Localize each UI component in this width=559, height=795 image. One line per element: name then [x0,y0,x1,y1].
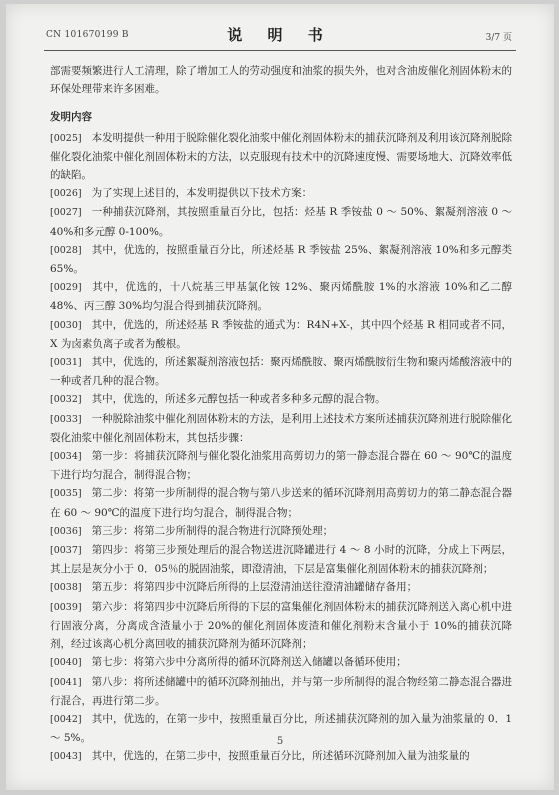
numbered-paragraph [50,316,512,353]
numbered-paragraph [50,578,512,597]
document-title: 说 明 书 [227,26,333,44]
paragraph-text: 本发明提供一种用于脱除催化裂化油浆中催化剂固体粉末的捕获沉降剂及利用该沉降剂脱除催化裂化油浆中催化剂固体粉末的方法，以克服现有技术中的沉降速度慢、需要场地大、沉降效率低的缺陷。 [50,131,512,182]
paragraph-text: 第二步：将第一步所制得的混合物与第八步送来的循环沉降剂用高剪切力的第二静态混合器在 60 ～ 90℃的温度下进行均匀混合，制得混合物； [50,487,512,519]
paragraph-number: [0034] [50,451,82,463]
paragraph-number: [0028] [50,244,82,256]
paragraph-text: 其中，优选的，在第二步中，按照重量百分比，所述循环沉降剂加入量为油浆量的 [91,750,470,763]
numbered-paragraph [50,653,512,672]
paragraph-number: [0027] [50,207,82,219]
paragraph-number: [0037] [50,545,82,557]
paragraph-text: 其中，优选的，所述絮凝剂溶液包括：聚丙烯酰胺、聚丙烯酰胺衍生物和聚丙烯酸溶液中的一种或者几种的混合物。 [50,356,512,388]
paragraph-number: [0032] [50,394,82,406]
numbered-paragraph [50,747,512,766]
paragraph-number: [0041] [50,676,82,688]
paragraph-number: [0033] [50,413,82,425]
numbered-paragraph [50,410,512,447]
paragraph-number: [0042] [50,713,82,725]
paragraph-number: [0030] [50,319,82,331]
patent-number: CN 101670199 B [46,30,129,40]
page-header [6,24,554,48]
paragraph-text: 第一步：将捕获沉降剂与催化裂化油浆用高剪切力的第一静态混合器在 60 ～ 90℃的温度下进行均匀混合，制得混合物； [50,450,512,482]
paragraph-text: 其中，优选的，按照重量百分比，所述烃基 R 季铵盐 25%、絮凝剂溶液 10%和多元醇类 65%。 [50,243,512,276]
document-page [6,4,554,790]
paragraph-text: 其中，优选的，十八烷基三甲基氯化铵 12%、聚丙烯酰胺 1%的水溶液 10%和乙二醇 48%、丙三醇 30%均匀混合得到捕获沉降剂。 [50,281,512,313]
paragraph-number: [0025] [50,132,82,144]
paragraph-number: [0039] [50,601,82,613]
numbered-paragraph [50,390,512,409]
numbered-paragraph [50,203,512,240]
numbered-paragraph [50,241,512,278]
paragraph-number: [0038] [50,582,82,594]
numbered-paragraph [50,541,512,578]
document-body [50,62,512,767]
section-heading: 发明内容 [50,111,92,124]
paragraph-text: 其中，优选的，所述烃基 R 季铵盐的通式为：R4N+X-，其中四个烃基 R 相同或者不同，X 为卤素负离子或者为酸根。 [50,318,512,350]
intro-paragraph: 部需要频繁进行人工清理，除了增加工人的劳动强度和油浆的损失外，也对含油废催化剂固体粉末的环保处理带来许多困难。 [50,65,512,96]
paragraph-number: [0031] [50,357,82,369]
page-number: 5 [276,736,284,747]
paragraph-number: [0029] [50,282,82,294]
paragraph-text: 第五步：将第四步中沉降后所得的上层澄清油送往澄清油罐储存备用； [91,581,418,594]
numbered-paragraph [50,522,512,541]
numbered-paragraph [50,447,512,484]
numbered-paragraph [50,353,512,390]
paragraph-text: 其中，优选的，所述多元醇包括一种或者多种多元醇的混合物。 [91,393,386,406]
paragraph-text: 第六步：将第四步中沉降后所得的下层的富集催化剂固体粉末的捕获沉降剂送入离心机中进行固液分离，分离成含渣量小于 20%的催化剂固体废渣和催化剂粉末含量小于 10%的捕获沉降剂，经过该离心机分离回收的捕获沉降剂为循环沉降剂； [50,600,512,651]
paragraph-number: [0036] [50,525,82,537]
paragraph-list [50,129,512,767]
numbered-paragraph [50,278,512,315]
numbered-paragraph [50,484,512,521]
paragraph-text: 为了实现上述目的，本发明提供以下技术方案： [91,187,313,200]
numbered-paragraph [50,673,512,710]
paragraph-number: [0035] [50,488,82,500]
paragraph-text: 第四步：将第三步预处理后的混合物送进沉降罐进行 4 ～ 8 小时的沉降，分成上下两层，其上层是灰分小于 0．05％的脱固油浆，即澄清油，下层是富集催化剂固体粉末的捕获沉降剂； [50,544,512,576]
paragraph-text: 一种捕获沉降剂，其按照重量百分比，包括：烃基 R 季铵盐 0 ～ 50%、絮凝剂溶液 0 ～ 40%和多元醇 0-100%。 [50,206,512,238]
paragraph-text: 第三步：将第二步所制得的混合物进行沉降预处理； [91,524,334,537]
paragraph-number: [0043] [50,751,82,763]
numbered-paragraph [50,184,512,203]
numbered-paragraph [50,598,512,654]
paragraph-text: 第七步：将第六步中分离所得的循环沉降剂送入储罐以备循环使用； [91,656,407,669]
numbered-paragraph [50,129,512,185]
header-rule [44,50,516,51]
page-indicator: 3/7 页 [485,33,512,43]
paragraph-number: [0040] [50,657,82,669]
paragraph-number: [0026] [50,188,82,200]
paragraph-text: 第八步：将所述储罐中的循环沉降剂抽出，并与第一步所制得的混合物经第二静态混合器进行混合，再进行第二步。 [50,675,512,707]
paragraph-text: 一种脱除油浆中催化剂固体粉末的方法，是利用上述技术方案所述捕获沉降剂进行脱除催化裂化油浆中催化剂固体粉末，其包括步骤： [50,412,512,444]
paragraph-text: 其中，优选的，在第一步中，按照重量百分比，所述捕获沉降剂的加入量为油浆量的 0．1 ～ 5%。 [50,712,512,745]
